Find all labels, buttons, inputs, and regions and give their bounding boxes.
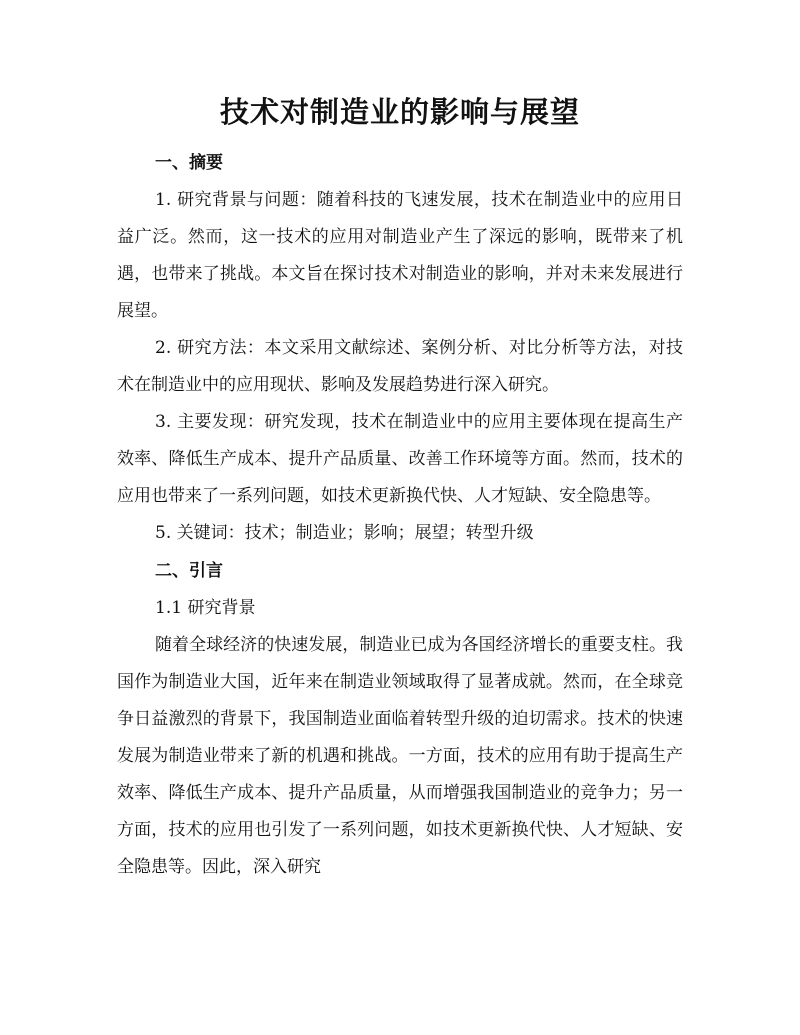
section-abstract [117,144,683,552]
section-heading: 二、引言 [155,561,223,581]
abstract-paragraph-findings: 3. 主要发现：研究发现，技术在制造业中的应用主要体现在提高生产效率、降低生产成本、提升产品质量、改善工作环境等方面。然而，技术的应用也带来了一系列问题，如技术更新换代快、人才短缺、安全隐患等。 [117,412,683,506]
introduction-paragraph: 随着全球经济的快速发展，制造业已成为各国经济增长的重要支柱。我国作为制造业大国，近年来在制造业领域取得了显著成就。然而，在全球竞争日益激烈的背景下，我国制造业面临着转型升级的迫切需求。技术的快速发展为制造业带来了新的机遇和挑战。一方面，技术的应用有助于提高生产效率、降低生产成本、提升产品质量，从而增强我国制造业的竞争力；另一方面，技术的应用也引发了一系列问题，如技术更新换代快、人才短缺、安全隐患等。因此，深入研究 [117,635,683,877]
document-body [117,144,683,886]
abstract-paragraph-background: 1. 研究背景与问题：随着科技的飞速发展，技术在制造业中的应用日益广泛。然而，这一技术的应用对制造业产生了深远的影响，既带来了机遇，也带来了挑战。本文旨在探讨技术对制造业的影响，并对未来发展进行展望。 [117,190,683,321]
section-heading: 一、摘要 [155,153,223,173]
abstract-paragraph-method: 2. 研究方法：本文采用文献综述、案例分析、对比分析等方法，对技术在制造业中的应用现状、影响及发展趋势进行深入研究。 [117,338,683,395]
section-introduction [117,552,683,886]
abstract-paragraph-keywords: 5. 关键词：技术；制造业；影响；展望；转型升级 [155,523,534,543]
document-title: 技术对制造业的影响与展望 [219,95,580,129]
subsection-heading: 1.1 研究背景 [155,598,256,618]
